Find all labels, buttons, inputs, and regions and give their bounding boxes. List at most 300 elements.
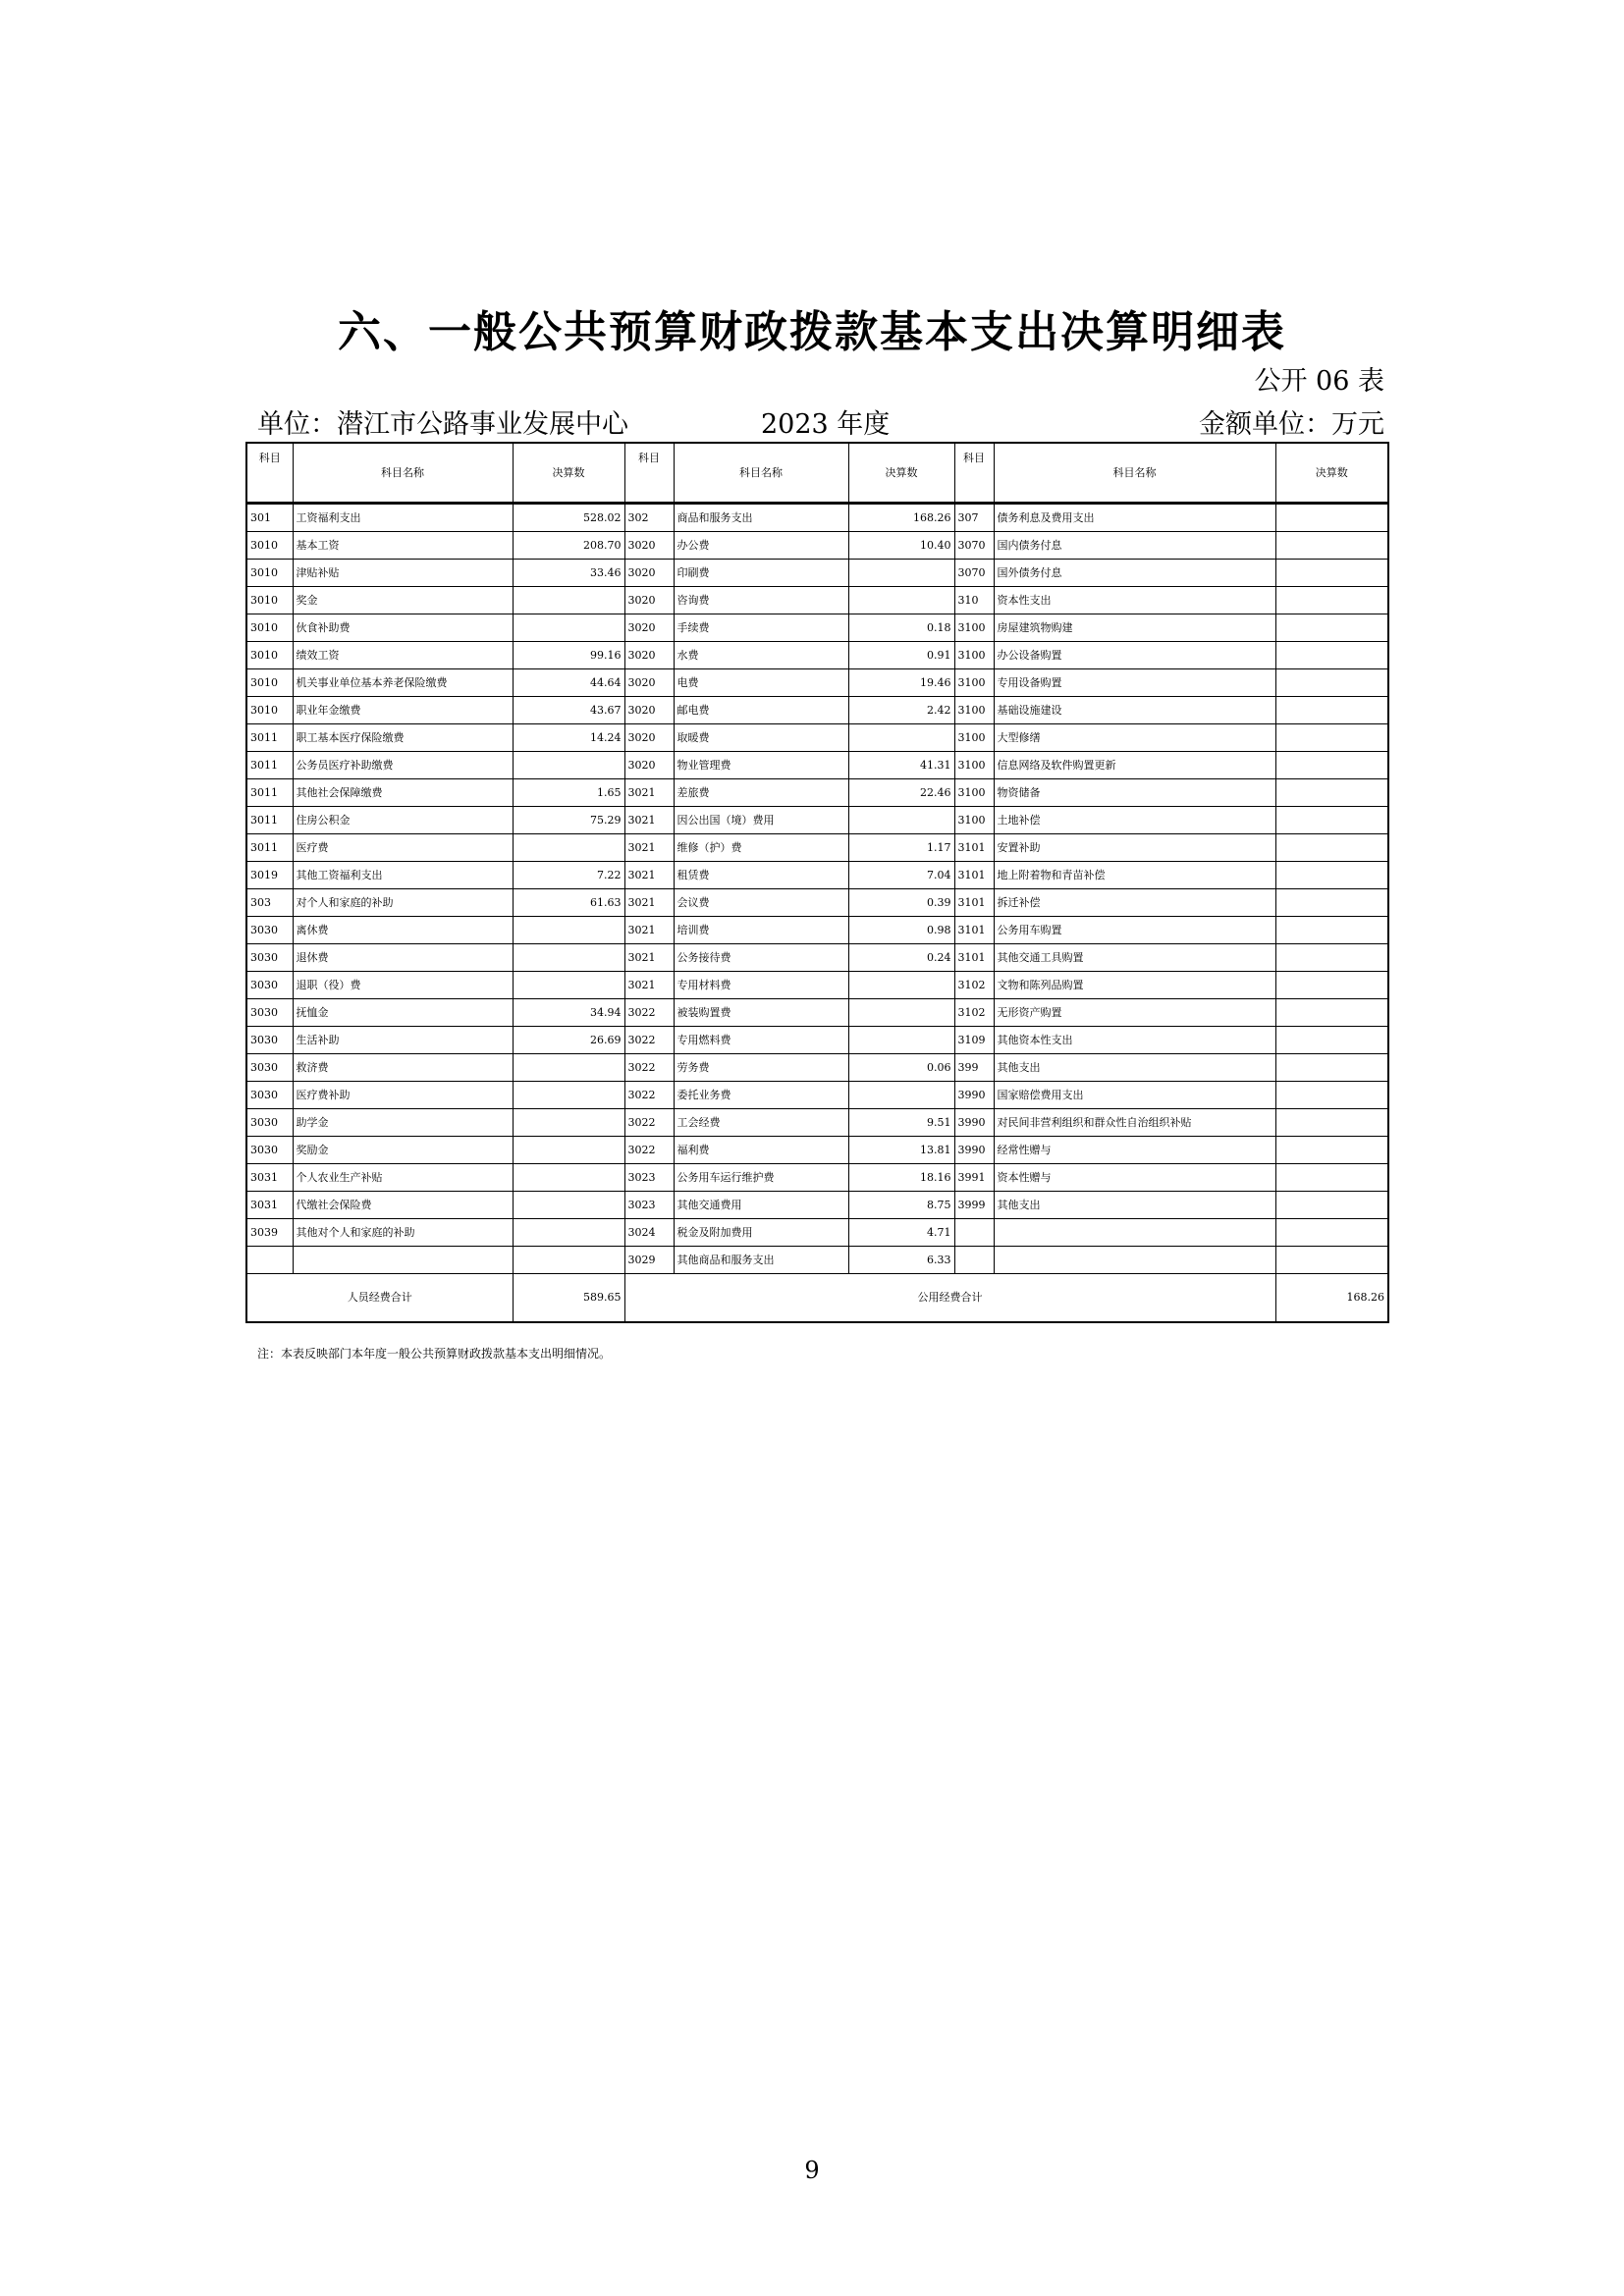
table-row <box>246 807 1388 834</box>
item-name: 福利费 <box>674 1137 848 1164</box>
item-name: 医疗费补助 <box>293 1082 513 1109</box>
item-amount <box>848 999 954 1027</box>
item-amount <box>1275 1137 1388 1164</box>
item-name: 物业管理费 <box>674 752 848 779</box>
item-name: 专用燃料费 <box>674 1027 848 1054</box>
item-amount <box>513 1054 624 1082</box>
page-title: 六、一般公共预算财政拨款基本支出决算明细表 <box>338 307 1286 357</box>
item-amount <box>1275 697 1388 724</box>
item-name: 其他支出 <box>994 1192 1275 1219</box>
item-code: 3010 <box>246 614 293 642</box>
item-amount <box>1275 1219 1388 1247</box>
table-header <box>246 443 1388 504</box>
public-total-value: 168.26 <box>1275 1274 1388 1323</box>
item-name: 医疗费 <box>293 834 513 862</box>
item-name: 个人农业生产补贴 <box>293 1164 513 1192</box>
table-row <box>246 889 1388 917</box>
item-name: 机关事业单位基本养老保险缴费 <box>293 669 513 697</box>
item-name: 电费 <box>674 669 848 697</box>
item-code: 301 <box>246 504 293 532</box>
item-code: 3102 <box>954 999 994 1027</box>
item-code: 3020 <box>624 669 674 697</box>
item-name: 伙食补助费 <box>293 614 513 642</box>
item-amount: 2.42 <box>848 697 954 724</box>
item-code: 3022 <box>624 1027 674 1054</box>
table-row <box>246 724 1388 752</box>
item-code: 3101 <box>954 862 994 889</box>
item-name: 其他工资福利支出 <box>293 862 513 889</box>
item-amount <box>513 972 624 999</box>
item-name: 国家赔偿费用支出 <box>994 1082 1275 1109</box>
item-amount: 208.70 <box>513 532 624 560</box>
item-amount <box>848 807 954 834</box>
item-code: 3020 <box>624 532 674 560</box>
item-name: 住房公积金 <box>293 807 513 834</box>
item-name: 会议费 <box>674 889 848 917</box>
item-amount <box>848 560 954 587</box>
item-name: 被装购置费 <box>674 999 848 1027</box>
table-row <box>246 560 1388 587</box>
item-amount: 0.24 <box>848 944 954 972</box>
item-amount: 18.16 <box>848 1164 954 1192</box>
item-name: 商品和服务支出 <box>674 504 848 532</box>
item-amount: 99.16 <box>513 642 624 669</box>
item-name: 职业年金缴费 <box>293 697 513 724</box>
item-amount <box>513 1109 624 1137</box>
table-row <box>246 614 1388 642</box>
item-code: 3990 <box>954 1109 994 1137</box>
item-code: 3101 <box>954 944 994 972</box>
item-code: 3022 <box>624 1054 674 1082</box>
item-amount: 10.40 <box>848 532 954 560</box>
table-row <box>246 1247 1388 1274</box>
table-row <box>246 1192 1388 1219</box>
item-code: 3010 <box>246 560 293 587</box>
table-row <box>246 1054 1388 1082</box>
item-amount: 8.75 <box>848 1192 954 1219</box>
item-amount <box>1275 834 1388 862</box>
public-total-label: 公用经费合计 <box>624 1274 1275 1323</box>
item-amount <box>848 972 954 999</box>
item-amount <box>513 752 624 779</box>
item-code: 3011 <box>246 779 293 807</box>
item-code: 3030 <box>246 1054 293 1082</box>
item-name: 离休费 <box>293 917 513 944</box>
item-name: 办公费 <box>674 532 848 560</box>
item-name: 土地补偿 <box>994 807 1275 834</box>
item-name: 取暖费 <box>674 724 848 752</box>
item-amount <box>1275 944 1388 972</box>
item-code: 3020 <box>624 724 674 752</box>
item-amount <box>513 1137 624 1164</box>
item-name: 奖金 <box>293 587 513 614</box>
item-name: 代缴社会保险费 <box>293 1192 513 1219</box>
item-code: 3100 <box>954 614 994 642</box>
item-amount <box>848 724 954 752</box>
item-amount: 13.81 <box>848 1137 954 1164</box>
item-amount: 34.94 <box>513 999 624 1027</box>
item-name: 公务用车运行维护费 <box>674 1164 848 1192</box>
table-row <box>246 532 1388 560</box>
item-name: 资本性赠与 <box>994 1164 1275 1192</box>
item-name: 其他交通工具购置 <box>994 944 1275 972</box>
item-code: 3020 <box>624 614 674 642</box>
table-row <box>246 944 1388 972</box>
item-amount <box>513 1164 624 1192</box>
item-code: 3010 <box>246 697 293 724</box>
item-name: 其他资本性支出 <box>994 1027 1275 1054</box>
table-row <box>246 999 1388 1027</box>
item-amount <box>513 1192 624 1219</box>
item-code: 302 <box>624 504 674 532</box>
item-amount: 7.04 <box>848 862 954 889</box>
item-name: 退休费 <box>293 944 513 972</box>
item-code: 3030 <box>246 917 293 944</box>
item-code: 3011 <box>246 752 293 779</box>
header-name: 科目名称 <box>293 443 513 504</box>
header-amount: 决算数 <box>848 443 954 504</box>
item-code: 3010 <box>246 642 293 669</box>
item-name: 税金及附加费用 <box>674 1219 848 1247</box>
table-row <box>246 752 1388 779</box>
item-code: 3031 <box>246 1164 293 1192</box>
item-code: 3011 <box>246 724 293 752</box>
header-code: 科目 <box>954 443 994 504</box>
item-name: 债务利息及费用支出 <box>994 504 1275 532</box>
item-name: 对民间非营利组织和群众性自治组织补贴 <box>994 1109 1275 1137</box>
item-name: 津贴补贴 <box>293 560 513 587</box>
item-code: 3021 <box>624 807 674 834</box>
table-row <box>246 779 1388 807</box>
item-amount: 43.67 <box>513 697 624 724</box>
item-code: 3029 <box>624 1247 674 1274</box>
item-name: 委托业务费 <box>674 1082 848 1109</box>
item-amount: 0.91 <box>848 642 954 669</box>
item-code: 3020 <box>624 560 674 587</box>
item-amount <box>513 587 624 614</box>
item-amount <box>848 1027 954 1054</box>
item-name: 救济费 <box>293 1054 513 1082</box>
item-name: 水费 <box>674 642 848 669</box>
item-name: 基础设施建设 <box>994 697 1275 724</box>
item-code: 3021 <box>624 862 674 889</box>
item-name: 公务接待费 <box>674 944 848 972</box>
item-code <box>246 1247 293 1274</box>
item-code: 3100 <box>954 642 994 669</box>
item-name: 租赁费 <box>674 862 848 889</box>
item-name: 助学金 <box>293 1109 513 1137</box>
item-amount: 528.02 <box>513 504 624 532</box>
personnel-total-label: 人员经费合计 <box>246 1274 513 1323</box>
item-name: 维修（护）费 <box>674 834 848 862</box>
table-row <box>246 1137 1388 1164</box>
item-name: 无形资产购置 <box>994 999 1275 1027</box>
table-row <box>246 1082 1388 1109</box>
item-code: 3019 <box>246 862 293 889</box>
item-amount <box>1275 504 1388 532</box>
item-code: 3100 <box>954 724 994 752</box>
item-name: 工资福利支出 <box>293 504 513 532</box>
item-name: 其他支出 <box>994 1054 1275 1082</box>
item-code: 3031 <box>246 1192 293 1219</box>
form-number: 公开 06 表 <box>1254 366 1384 397</box>
item-name: 退职（役）费 <box>293 972 513 999</box>
item-amount <box>1275 532 1388 560</box>
item-amount <box>513 834 624 862</box>
item-amount <box>848 587 954 614</box>
item-name: 印刷费 <box>674 560 848 587</box>
item-amount: 4.71 <box>848 1219 954 1247</box>
item-amount <box>1275 1082 1388 1109</box>
item-code <box>954 1219 994 1247</box>
item-amount: 22.46 <box>848 779 954 807</box>
item-name: 公务员医疗补助缴费 <box>293 752 513 779</box>
item-code: 3990 <box>954 1082 994 1109</box>
table-row <box>246 642 1388 669</box>
item-code: 3030 <box>246 999 293 1027</box>
item-name: 因公出国（境）费用 <box>674 807 848 834</box>
item-code: 3100 <box>954 807 994 834</box>
item-code: 3100 <box>954 697 994 724</box>
header-code: 科目 <box>246 443 293 504</box>
table-row <box>246 972 1388 999</box>
item-amount <box>1275 999 1388 1027</box>
item-name: 房屋建筑物购建 <box>994 614 1275 642</box>
item-code: 3102 <box>954 972 994 999</box>
item-code: 3010 <box>246 587 293 614</box>
item-name: 劳务费 <box>674 1054 848 1082</box>
table-row <box>246 1027 1388 1054</box>
item-amount <box>1275 779 1388 807</box>
item-code: 3022 <box>624 999 674 1027</box>
item-amount <box>1275 1247 1388 1274</box>
item-code: 3022 <box>624 1082 674 1109</box>
item-amount: 61.63 <box>513 889 624 917</box>
item-name: 公务用车购置 <box>994 917 1275 944</box>
item-name: 奖励金 <box>293 1137 513 1164</box>
item-code: 3100 <box>954 779 994 807</box>
item-code: 3070 <box>954 532 994 560</box>
item-code: 3024 <box>624 1219 674 1247</box>
item-amount <box>1275 1054 1388 1082</box>
item-code: 3030 <box>246 1137 293 1164</box>
item-name: 大型修缮 <box>994 724 1275 752</box>
item-code: 3991 <box>954 1164 994 1192</box>
item-code: 3020 <box>624 752 674 779</box>
header-amount: 决算数 <box>513 443 624 504</box>
item-amount <box>1275 560 1388 587</box>
item-amount: 0.18 <box>848 614 954 642</box>
item-code: 399 <box>954 1054 994 1082</box>
item-name: 物资储备 <box>994 779 1275 807</box>
item-name: 其他商品和服务支出 <box>674 1247 848 1274</box>
item-amount <box>1275 724 1388 752</box>
table-row <box>246 917 1388 944</box>
item-name: 职工基本医疗保险缴费 <box>293 724 513 752</box>
item-amount <box>848 1082 954 1109</box>
item-amount <box>1275 614 1388 642</box>
item-amount <box>1275 889 1388 917</box>
item-name: 基本工资 <box>293 532 513 560</box>
item-code: 3100 <box>954 752 994 779</box>
item-name: 专用设备购置 <box>994 669 1275 697</box>
item-name: 对个人和家庭的补助 <box>293 889 513 917</box>
table-note: 注：本表反映部门本年度一般公共预算财政拨款基本支出明细情况。 <box>257 1347 612 1361</box>
item-code: 3101 <box>954 917 994 944</box>
item-name: 培训费 <box>674 917 848 944</box>
item-code: 3030 <box>246 944 293 972</box>
table-row <box>246 504 1388 532</box>
item-amount <box>1275 972 1388 999</box>
item-name: 其他社会保障缴费 <box>293 779 513 807</box>
item-code: 3999 <box>954 1192 994 1219</box>
item-amount: 168.26 <box>848 504 954 532</box>
item-code: 3020 <box>624 642 674 669</box>
item-code: 3101 <box>954 834 994 862</box>
item-name: 国内债务付息 <box>994 532 1275 560</box>
item-amount <box>1275 752 1388 779</box>
item-name <box>994 1247 1275 1274</box>
item-code: 3021 <box>624 834 674 862</box>
header-code: 科目 <box>624 443 674 504</box>
item-name: 安置补助 <box>994 834 1275 862</box>
item-amount: 44.64 <box>513 669 624 697</box>
table-row <box>246 862 1388 889</box>
table-row <box>246 697 1388 724</box>
item-name: 其他对个人和家庭的补助 <box>293 1219 513 1247</box>
item-code: 3022 <box>624 1137 674 1164</box>
item-amount: 1.65 <box>513 779 624 807</box>
item-code: 3021 <box>624 972 674 999</box>
table-row <box>246 834 1388 862</box>
item-code: 3030 <box>246 1027 293 1054</box>
item-amount: 0.39 <box>848 889 954 917</box>
item-code: 3011 <box>246 807 293 834</box>
item-code: 3030 <box>246 1082 293 1109</box>
item-code: 3030 <box>246 1109 293 1137</box>
item-code: 310 <box>954 587 994 614</box>
item-code: 3101 <box>954 889 994 917</box>
item-code: 3022 <box>624 1109 674 1137</box>
item-name: 手续费 <box>674 614 848 642</box>
item-code: 3010 <box>246 532 293 560</box>
item-amount <box>1275 917 1388 944</box>
item-name: 办公设备购置 <box>994 642 1275 669</box>
item-amount: 0.06 <box>848 1054 954 1082</box>
table-row <box>246 1164 1388 1192</box>
item-code: 3020 <box>624 587 674 614</box>
personnel-total-value: 589.65 <box>513 1274 624 1323</box>
item-name: 地上附着物和青苗补偿 <box>994 862 1275 889</box>
unit-label: 单位：潜江市公路事业发展中心 <box>257 409 628 440</box>
item-name: 其他交通费用 <box>674 1192 848 1219</box>
item-amount <box>1275 862 1388 889</box>
item-amount: 75.29 <box>513 807 624 834</box>
totals-row <box>246 1274 1388 1323</box>
budget-table <box>245 442 1389 1323</box>
item-name: 抚恤金 <box>293 999 513 1027</box>
item-code: 3039 <box>246 1219 293 1247</box>
item-amount <box>1275 1164 1388 1192</box>
item-code: 3021 <box>624 944 674 972</box>
item-amount <box>1275 642 1388 669</box>
item-name: 国外债务付息 <box>994 560 1275 587</box>
item-name: 绩效工资 <box>293 642 513 669</box>
item-name: 信息网络及软件购置更新 <box>994 752 1275 779</box>
item-name: 专用材料费 <box>674 972 848 999</box>
item-amount <box>1275 587 1388 614</box>
item-code: 303 <box>246 889 293 917</box>
item-name: 文物和陈列品购置 <box>994 972 1275 999</box>
money-unit: 金额单位：万元 <box>1199 409 1384 440</box>
fiscal-year: 2023 年度 <box>761 409 891 440</box>
item-name: 资本性支出 <box>994 587 1275 614</box>
item-amount <box>1275 1027 1388 1054</box>
item-name <box>994 1219 1275 1247</box>
item-amount: 6.33 <box>848 1247 954 1274</box>
item-code: 3020 <box>624 697 674 724</box>
item-code: 3990 <box>954 1137 994 1164</box>
item-code: 3010 <box>246 669 293 697</box>
item-code: 3011 <box>246 834 293 862</box>
item-amount: 26.69 <box>513 1027 624 1054</box>
header-name: 科目名称 <box>674 443 848 504</box>
item-amount <box>1275 807 1388 834</box>
item-amount <box>1275 669 1388 697</box>
item-name: 生活补助 <box>293 1027 513 1054</box>
item-amount: 7.22 <box>513 862 624 889</box>
header-name: 科目名称 <box>994 443 1275 504</box>
item-amount <box>513 1082 624 1109</box>
item-code: 3021 <box>624 917 674 944</box>
item-code: 3021 <box>624 779 674 807</box>
item-amount: 33.46 <box>513 560 624 587</box>
item-amount: 1.17 <box>848 834 954 862</box>
table-row <box>246 1219 1388 1247</box>
item-name: 经常性赠与 <box>994 1137 1275 1164</box>
table-row <box>246 669 1388 697</box>
item-amount <box>1275 1192 1388 1219</box>
item-code: 3023 <box>624 1164 674 1192</box>
item-amount: 0.98 <box>848 917 954 944</box>
item-code <box>954 1247 994 1274</box>
header-amount: 决算数 <box>1275 443 1388 504</box>
item-code: 3070 <box>954 560 994 587</box>
item-amount <box>513 1219 624 1247</box>
item-amount <box>1275 1109 1388 1137</box>
item-name: 拆迁补偿 <box>994 889 1275 917</box>
item-amount <box>513 917 624 944</box>
item-code: 3023 <box>624 1192 674 1219</box>
item-amount: 9.51 <box>848 1109 954 1137</box>
item-code: 3109 <box>954 1027 994 1054</box>
item-name: 咨询费 <box>674 587 848 614</box>
item-code: 3030 <box>246 972 293 999</box>
item-code: 3021 <box>624 889 674 917</box>
item-amount: 14.24 <box>513 724 624 752</box>
item-code: 307 <box>954 504 994 532</box>
item-amount <box>513 614 624 642</box>
item-amount <box>513 1247 624 1274</box>
item-name: 差旅费 <box>674 779 848 807</box>
item-code: 3100 <box>954 669 994 697</box>
item-amount: 19.46 <box>848 669 954 697</box>
item-amount: 41.31 <box>848 752 954 779</box>
item-name: 工会经费 <box>674 1109 848 1137</box>
item-amount <box>513 944 624 972</box>
table-row <box>246 1109 1388 1137</box>
table-row <box>246 587 1388 614</box>
